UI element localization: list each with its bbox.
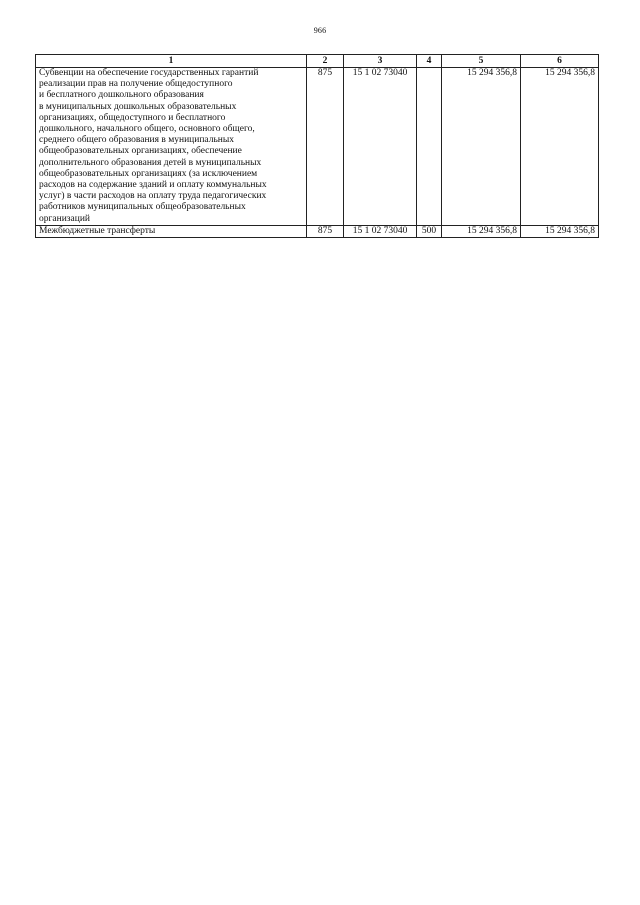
table-header-row [36, 55, 599, 68]
target-article-cell: 15 1 02 73040 [344, 68, 417, 226]
expense-type-cell: 500 [417, 225, 442, 237]
amount-cell-5: 15 294 356,8 [442, 68, 521, 226]
column-header-5: 5 [442, 55, 521, 68]
amount-cell-6: 15 294 356,8 [521, 68, 599, 226]
amount-cell-6: 15 294 356,8 [521, 225, 599, 237]
expense-type-cell [417, 68, 442, 226]
row-name-line: и бесплатного дошкольного образования [39, 90, 204, 101]
column-header-2: 2 [307, 55, 344, 68]
amount-cell-5: 15 294 356,8 [442, 225, 521, 237]
budget-table [35, 54, 599, 238]
table-row [36, 225, 599, 237]
column-header-1: 1 [36, 55, 307, 68]
row-name-line: реализации прав на получение общедоступного [39, 79, 233, 90]
row-name-line: общеобразовательных организациях, обеспечение [39, 146, 242, 157]
column-header-4: 4 [417, 55, 442, 68]
row-name-cell [36, 225, 307, 237]
admin-code-cell: 875 [307, 68, 344, 226]
target-article-cell: 15 1 02 73040 [344, 225, 417, 237]
row-name-line: организациях, общедоступного и бесплатного [39, 112, 226, 123]
row-name-line: услуг) в части расходов на оплату труда педагогических [39, 191, 267, 202]
column-header-6: 6 [521, 55, 599, 68]
row-name-line: Межбюджетные трансферты [39, 225, 156, 236]
row-name-line: дошкольного, начального общего, основного общего, [39, 124, 255, 135]
row-name-line: Субвенции на обеспечение государственных гарантий [39, 68, 259, 78]
row-name-line: дополнительного образования детей в муниципальных [39, 157, 262, 168]
row-name-line: работников муниципальных общеобразовательных [39, 202, 246, 213]
row-name-line: среднего общего образования в муниципальных [39, 135, 234, 146]
row-name-line: организаций [39, 213, 91, 224]
row-name-line: общеобразовательных организациях (за исключением [39, 168, 258, 179]
admin-code-cell: 875 [307, 225, 344, 237]
row-name-cell [36, 68, 307, 226]
row-name-line: расходов на содержание зданий и оплату коммунальных [39, 180, 267, 191]
row-name-line: в муниципальных дошкольных образовательных [39, 101, 237, 112]
table-row [36, 68, 599, 226]
page-number: 966 [313, 26, 327, 35]
column-header-3: 3 [344, 55, 417, 68]
